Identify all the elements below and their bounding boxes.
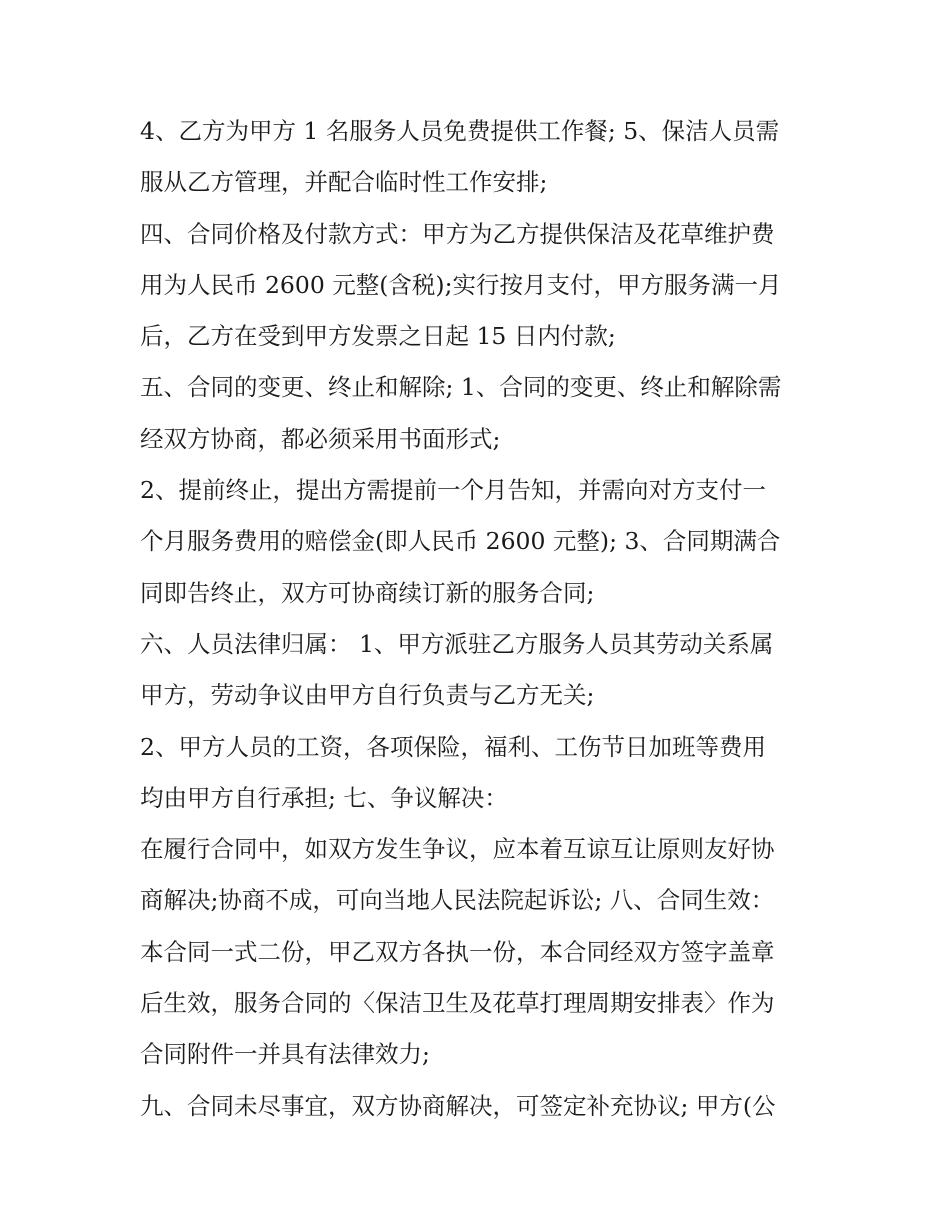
text-line: 四、合同价格及付款方式：甲方为乙方提供保洁及花草维护费 bbox=[140, 219, 775, 248]
text-line: 六、人员法律归属： 1、甲方派驻乙方服务人员其劳动关系属 bbox=[140, 629, 774, 658]
text-line: 合同附件一并具有法律效力; bbox=[140, 1040, 430, 1069]
text-line: 用为人民币 2600 元整(含税);实行按月支付，甲方服务满一月 bbox=[140, 270, 782, 299]
contract-body-text bbox=[140, 106, 840, 1132]
text-line: 后，乙方在受到甲方发票之日起 15 日内付款; bbox=[140, 322, 616, 351]
text-line: 个月服务费用的赔偿金(即人民币 2600 元整); 3、合同期满合 bbox=[140, 527, 781, 556]
text-line: 服从乙方管理，并配合临时性工作安排; bbox=[140, 168, 548, 197]
text-line: 五、合同的变更、终止和解除; 1、合同的变更、终止和解除需 bbox=[140, 373, 782, 402]
text-line: 4、乙方为甲方 1 名服务人员免费提供工作餐; 5、保洁人员需 bbox=[140, 117, 780, 145]
text-line: 后生效，服务合同的〈保洁卫生及花草打理周期安排表〉作为 bbox=[140, 989, 775, 1018]
text-line: 均由甲方自行承担; 七、争议解决： bbox=[140, 783, 508, 812]
text-line: 在履行合同中，如双方发生争议，应本着互谅互让原则友好协 bbox=[140, 835, 775, 864]
text-line: 经双方协商，都必须采用书面形式; bbox=[140, 424, 501, 453]
text-line: 本合同一式二份，甲乙双方各执一份，本合同经双方签字盖章 bbox=[140, 937, 775, 966]
text-line: 2、甲方人员的工资，各项保险，福利、工伤节日加班等费用 bbox=[140, 732, 766, 761]
text-line: 九、合同未尽事宜，双方协商解决，可签定补充协议; 甲方(公 bbox=[140, 1091, 776, 1120]
text-line: 2、提前终止，提出方需提前一个月告知，并需向对方支付一 bbox=[140, 476, 766, 505]
text-line: 甲方，劳动争议由甲方自行负责与乙方无关; bbox=[140, 681, 595, 710]
text-line: 商解决;协商不成，可向当地人民法院起诉讼; 八、合同生效： bbox=[140, 886, 775, 915]
text-line: 同即告终止，双方可协商续订新的服务合同; bbox=[140, 578, 595, 607]
